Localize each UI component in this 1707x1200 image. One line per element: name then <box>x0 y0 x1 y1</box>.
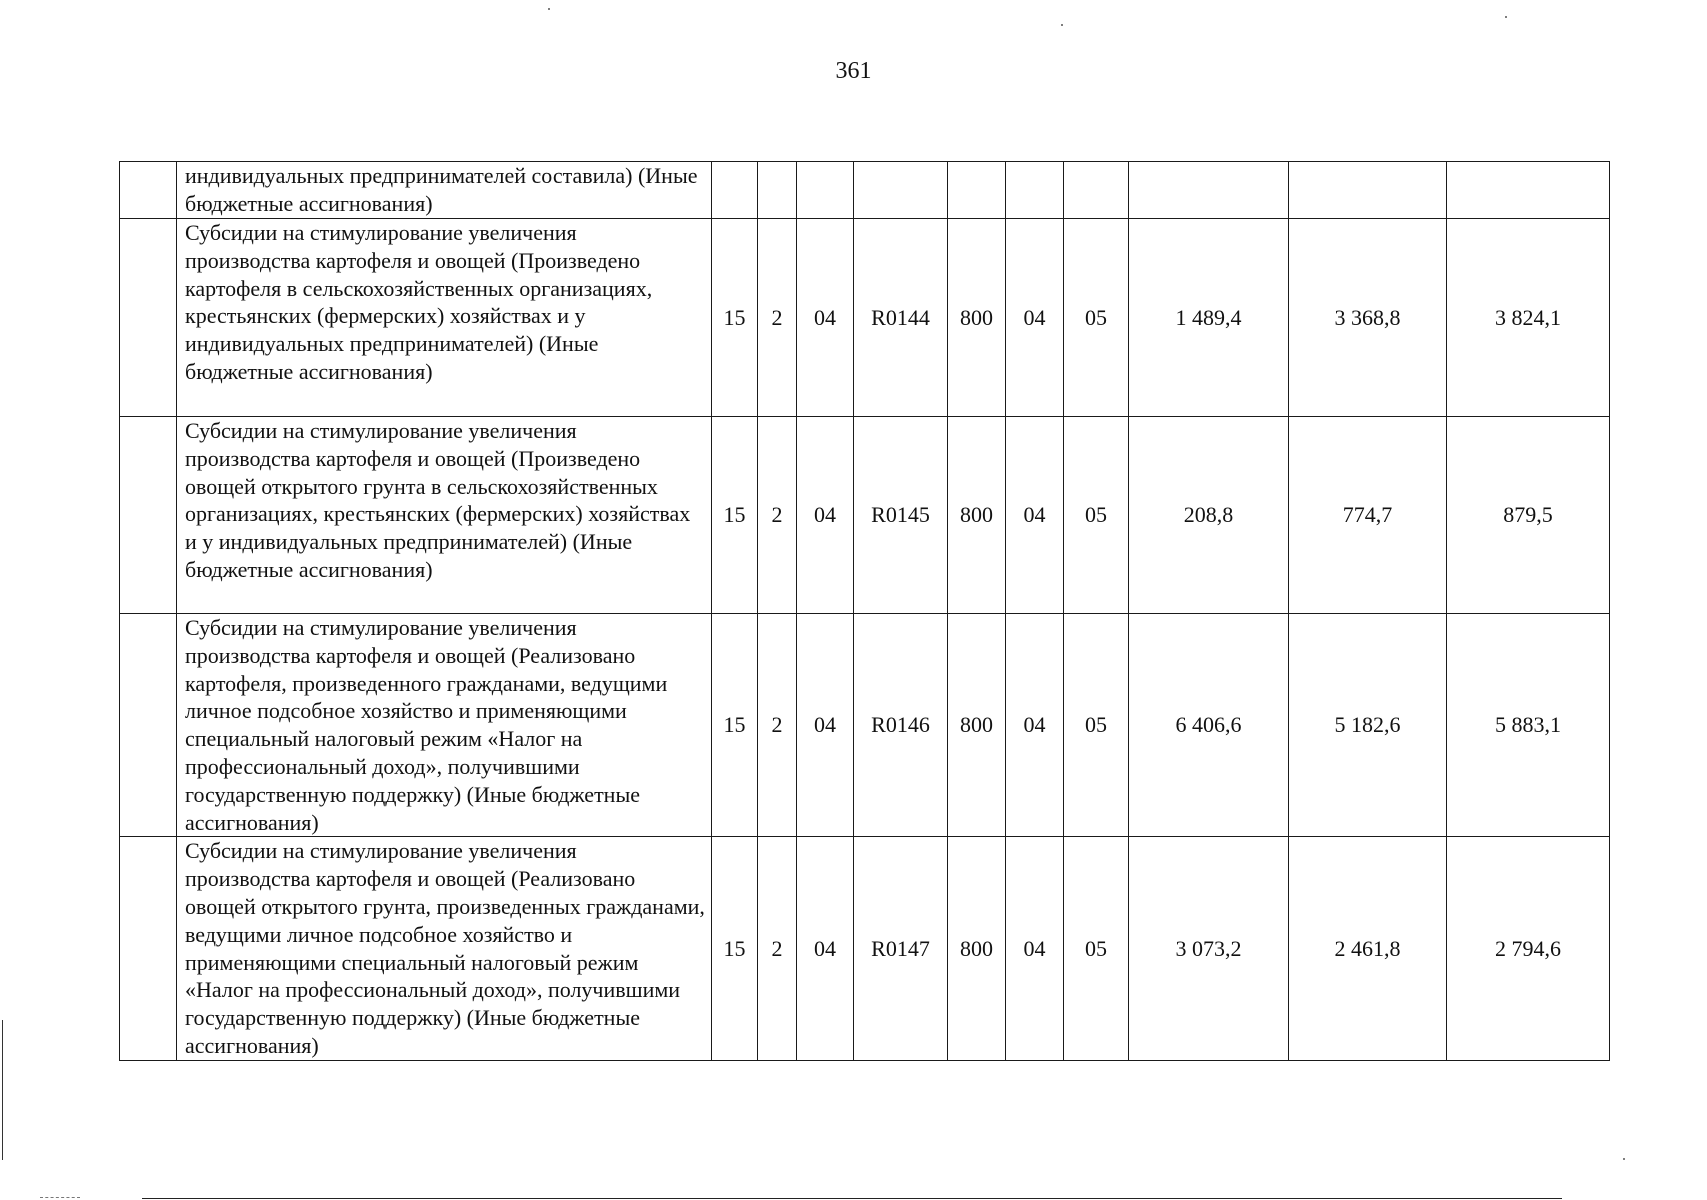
row-number-cell <box>120 219 177 417</box>
item-name-cell: Субсидии на стимулирование увеличения производства картофеля и овощей (Произведено овощей открытого грунта в сельскохозяйственных организациях, крестьянских (фермерских) хозяйствах и у индивидуальных предпринимателей) (Иные бюджетные ассигнования) <box>177 417 712 614</box>
code-cell: 15 <box>712 614 758 837</box>
row-number-cell <box>120 417 177 614</box>
code-cell: 05 <box>1064 417 1129 614</box>
code-cell <box>712 162 758 219</box>
code-cell <box>797 162 854 219</box>
code-cell: 800 <box>948 837 1006 1060</box>
scan-speck <box>548 8 550 10</box>
code-cell: R0144 <box>854 219 948 417</box>
scan-edge-line <box>2 1020 3 1160</box>
row-number-cell <box>120 162 177 219</box>
item-name-cell: Субсидии на стимулирование увеличения производства картофеля и овощей (Произведено картофеля в сельскохозяйственных организациях, крестьянских (фермерских) хозяйствах и у индивидуальных предпринимателей) (Иные бюджетные ассигнования) <box>177 219 712 417</box>
item-name-cell: Субсидии на стимулирование увеличения производства картофеля и овощей (Реализовано овощей открытого грунта, произведенных гражданами, ведущими личное подсобное хозяйство и применяющими специальный налоговый режим «Налог на профессиональный доход», получившими государственную поддержку) (Иные бюджетные ассигнования) <box>177 837 712 1060</box>
code-cell: R0145 <box>854 417 948 614</box>
code-cell: 15 <box>712 417 758 614</box>
code-cell: 04 <box>797 837 854 1060</box>
code-cell: 04 <box>1006 614 1064 837</box>
amount-cell: 5 883,1 <box>1447 614 1610 837</box>
code-cell: 04 <box>1006 417 1064 614</box>
code-cell <box>948 162 1006 219</box>
code-cell <box>1006 162 1064 219</box>
table-row <box>120 837 1610 1060</box>
code-cell: 05 <box>1064 219 1129 417</box>
amount-cell <box>1289 162 1447 219</box>
code-cell: 15 <box>712 219 758 417</box>
code-cell: 800 <box>948 614 1006 837</box>
amount-cell: 2 461,8 <box>1289 837 1447 1060</box>
amount-cell: 6 406,6 <box>1129 614 1289 837</box>
item-name-cell: индивидуальных предпринимателей составила) (Иные бюджетные ассигнования) <box>177 162 712 219</box>
amount-cell: 774,7 <box>1289 417 1447 614</box>
code-cell: 2 <box>758 219 797 417</box>
code-cell: 05 <box>1064 837 1129 1060</box>
code-cell: 04 <box>1006 219 1064 417</box>
scan-artifact <box>40 1197 80 1198</box>
code-cell <box>758 162 797 219</box>
code-cell: 05 <box>1064 614 1129 837</box>
budget-table <box>119 161 1610 1061</box>
bottom-rule <box>142 1198 1562 1199</box>
row-number-cell <box>120 837 177 1060</box>
code-cell: 2 <box>758 837 797 1060</box>
table-row <box>120 614 1610 837</box>
item-name-cell: Субсидии на стимулирование увеличения производства картофеля и овощей (Реализовано картофеля, произведенного гражданами, ведущими личное подсобное хозяйство и применяющими специальный налоговый режим «Налог на профессиональный доход», получившими государственную поддержку) (Иные бюджетные ассигнования) <box>177 614 712 837</box>
table-row <box>120 417 1610 614</box>
code-cell: R0147 <box>854 837 948 1060</box>
code-cell <box>1064 162 1129 219</box>
amount-cell: 208,8 <box>1129 417 1289 614</box>
amount-cell: 5 182,6 <box>1289 614 1447 837</box>
code-cell: R0146 <box>854 614 948 837</box>
amount-cell: 2 794,6 <box>1447 837 1610 1060</box>
code-cell: 800 <box>948 417 1006 614</box>
amount-cell: 1 489,4 <box>1129 219 1289 417</box>
code-cell: 2 <box>758 417 797 614</box>
scan-speck <box>1623 1158 1625 1160</box>
amount-cell: 3 368,8 <box>1289 219 1447 417</box>
scan-speck <box>1061 24 1063 26</box>
amount-cell <box>1129 162 1289 219</box>
code-cell: 15 <box>712 837 758 1060</box>
code-cell: 04 <box>797 219 854 417</box>
code-cell: 04 <box>1006 837 1064 1060</box>
amount-cell: 3 824,1 <box>1447 219 1610 417</box>
table-row <box>120 162 1610 219</box>
amount-cell: 879,5 <box>1447 417 1610 614</box>
amount-cell <box>1447 162 1610 219</box>
table-row <box>120 219 1610 417</box>
amount-cell: 3 073,2 <box>1129 837 1289 1060</box>
page-number: 361 <box>835 58 872 84</box>
code-cell: 04 <box>797 417 854 614</box>
code-cell <box>854 162 948 219</box>
code-cell: 04 <box>797 614 854 837</box>
code-cell: 800 <box>948 219 1006 417</box>
row-number-cell <box>120 614 177 837</box>
scan-speck <box>1505 16 1507 18</box>
code-cell: 2 <box>758 614 797 837</box>
